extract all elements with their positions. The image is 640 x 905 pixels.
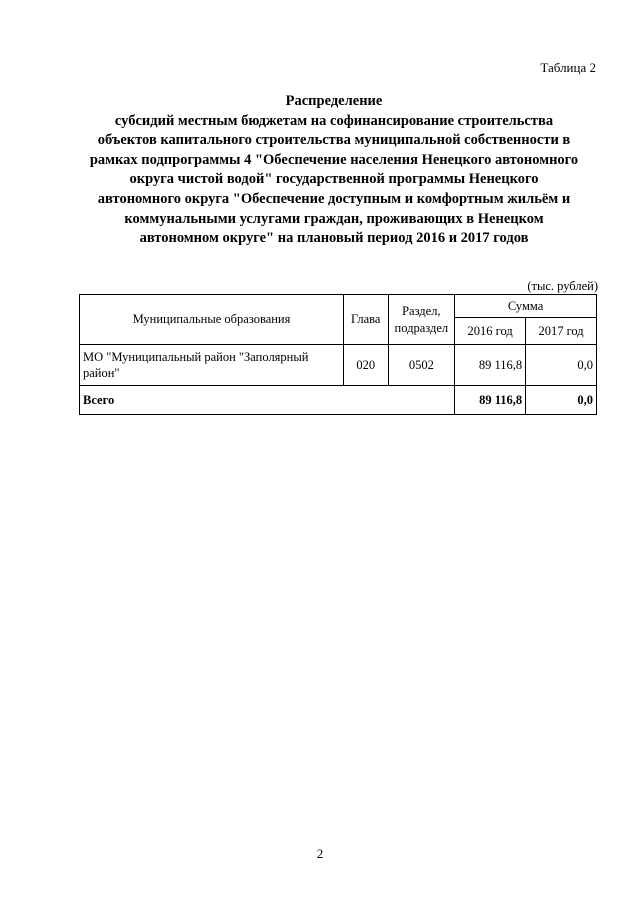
title-line: округа чистой водой" государственной программы Ненецкого [129, 171, 539, 188]
table-header-row [80, 295, 597, 318]
header-municipality: Муниципальные образования [80, 295, 344, 345]
title-line: автономного округа "Обеспечение доступным и комфортным жильём и [97, 190, 571, 207]
header-year-2017: 2017 год [526, 318, 597, 345]
total-2016: 89 116,8 [455, 386, 526, 415]
cell-municipality: МО "Муниципальный район "Заполярный район" [80, 345, 344, 386]
title-line: рамках подпрограммы 4 "Обеспечение населения Ненецкого автономного [89, 151, 579, 168]
title-line: субсидий местным бюджетам на софинансирование строительства [114, 112, 554, 129]
header-year-2016: 2016 год [455, 318, 526, 345]
title-line: Распределение [285, 93, 383, 109]
table-number-label: Таблица 2 [540, 60, 596, 75]
cell-glava: 020 [343, 345, 388, 386]
units-label: (тыс. рублей) [527, 279, 598, 293]
table-total-row [80, 386, 597, 415]
cell-razdel: 0502 [388, 345, 455, 386]
title-line: автономном округе" на плановый период 2016 и 2017 годов [139, 230, 529, 247]
document-title [60, 92, 608, 249]
distribution-table [79, 294, 597, 415]
header-razdel: Раздел, подраздел [388, 295, 455, 345]
header-glava: Глава [343, 295, 388, 345]
total-2017: 0,0 [526, 386, 597, 415]
table-row [80, 345, 597, 386]
cell-2016: 89 116,8 [455, 345, 526, 386]
title-line: коммунальными услугами граждан, проживающих в Ненецком [124, 210, 544, 227]
title-line: объектов капитального строительства муниципальной собственности в [97, 132, 571, 149]
cell-2017: 0,0 [526, 345, 597, 386]
total-label: Всего [80, 386, 455, 415]
page-number: 2 [316, 846, 324, 861]
header-sum: Сумма [455, 295, 597, 318]
